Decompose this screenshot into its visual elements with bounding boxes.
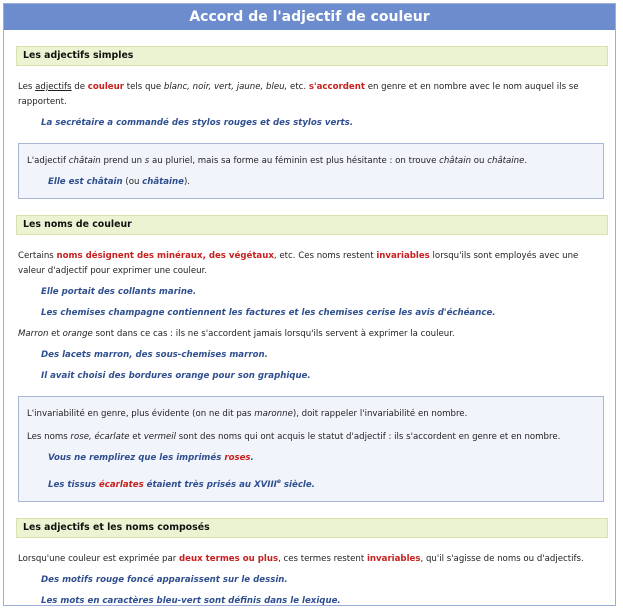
keyword-roses: roses xyxy=(224,453,251,463)
section-heading-noms-composes: Les adjectifs et les noms composés xyxy=(16,518,608,538)
example-sentence: Elle portait des collants marine. xyxy=(41,287,197,297)
keyword-couleur: couleur xyxy=(87,82,124,92)
paragraph-noms-de-couleur: Certains noms désignent des minéraux, des végétaux, etc. Ces noms restent invariables lorsqu'ils sont employés avec une valeur d'adjectif pour exprimer une couleur. xyxy=(18,251,579,276)
note-box-chatain xyxy=(18,143,604,199)
keyword-invariables: invariables xyxy=(366,553,421,564)
example-sentence: Il avait choisi des bordures orange pour son graphique. xyxy=(41,371,311,381)
keyword-saccordent: s'accordent xyxy=(308,82,365,92)
example-sentence: Vous ne remplirez que les imprimés roses. xyxy=(48,453,254,463)
note-text: Les noms rose, écarlate et vermeil sont des noms qui ont acquis le statut d'adjectif : ils s'accordent en genre et en nombre. xyxy=(27,432,561,442)
example-sentence: Les chemises champagne contiennent les factures et les chemises cerise les avis d'échéance. xyxy=(41,308,496,318)
example-sentence: Des lacets marron, des sous-chemises marron. xyxy=(41,350,268,360)
note-text: L'adjectif châtain prend un s au pluriel, mais sa forme au féminin est plus hésitante : on trouve châtain ou châtaine. xyxy=(27,156,528,166)
keyword-ecarlates: écarlates xyxy=(98,479,144,490)
example-sentence: Les mots en caractères bleu-vert sont définis dans le lexique. xyxy=(41,595,341,606)
article-frame xyxy=(3,3,616,606)
example-sentence: La secrétaire a commandé des stylos rouges et des stylos verts. xyxy=(41,118,354,128)
adjectifs-link[interactable]: adjectifs xyxy=(35,82,72,92)
note-text: L'invariabilité en genre, plus évidente (on ne dit pas maronne), doit rappeler l'invariabilité en nombre. xyxy=(27,409,468,419)
section-heading-adjectifs-simples: Les adjectifs simples xyxy=(16,46,608,66)
example-sentence: Des motifs rouge foncé apparaissent sur le dessin. xyxy=(41,574,288,585)
paragraph-marron-orange: Marron et orange sont dans ce cas : ils ne s'accordent jamais lorsqu'ils servent à exprimer la couleur. xyxy=(18,329,455,339)
example-sentence: Les tissus écarlates étaient très prisés au XVIIIe siècle. xyxy=(48,478,315,490)
note-box-invariabilite xyxy=(18,396,604,502)
keyword-invariables: invariables xyxy=(376,251,430,261)
example-sentence: Elle est châtain (ou châtaine). xyxy=(48,177,191,187)
section-heading-noms-de-couleur: Les noms de couleur xyxy=(16,215,608,235)
keyword-deux-termes: deux termes ou plus xyxy=(179,553,279,564)
page-title: Accord de l'adjectif de couleur xyxy=(4,4,615,30)
keyword-mineraux: noms désignent des minéraux, des végétaux xyxy=(56,251,274,261)
paragraph-noms-composes: Lorsqu'une couleur est exprimée par deux termes ou plus, ces termes restent invariables, qu'il s'agisse de noms ou d'adjectifs. xyxy=(18,553,584,564)
paragraph-adjectifs-simples: Les adjectifs de couleur tels que blanc, noir, vert, jaune, bleu, etc. s'accordent en genre et en nombre avec le nom auquel ils se rapportent. xyxy=(18,82,579,107)
